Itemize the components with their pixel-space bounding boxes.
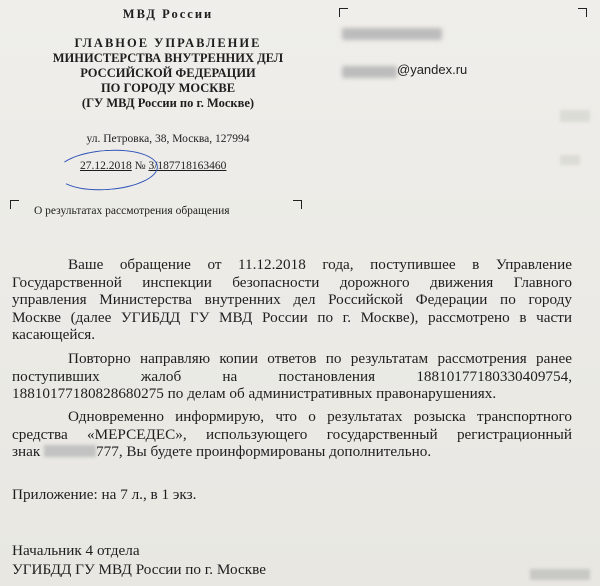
recipient-email-domain: @yandex.ru [397, 62, 468, 77]
redacted-signature-name [530, 569, 590, 580]
corner-bracket-mark [339, 8, 348, 17]
text-line: 18810177180828680275 по делам об административных правонарушениях. [12, 385, 497, 402]
corner-bracket-mark [293, 200, 302, 209]
org-address: ул. Петровка, 38, Москва, 127994 [86, 133, 250, 145]
text-line [12, 443, 572, 461]
redacted-plate-number [44, 445, 96, 457]
plate-prefix: знак [12, 443, 41, 460]
letter-subject: О результатах рассмотрения обращения [34, 205, 230, 217]
text-line: управления Министерства внутренних дел Российской Федерации по городу [12, 291, 572, 308]
org-line: МИНИСТЕРСТВА ВНУТРЕННИХ ДЕЛ [52, 51, 284, 65]
text-line: Москве (далее УГИБДД ГУ МВД России по г. Москве), рассмотрено в части [12, 308, 572, 326]
org-line: ПО ГОРОДУ МОСКВЕ [100, 81, 236, 95]
text-line: касающейся. [12, 326, 95, 343]
registration-number: 3/187718163460 [148, 160, 227, 172]
number-sign: № [134, 160, 146, 172]
paragraph-1 [12, 256, 572, 344]
signatory-department: УГИБДД ГУ МВД России по г. Москве [12, 561, 266, 578]
org-line: РОССИЙСКОЙ ФЕДЕРАЦИИ [80, 66, 256, 80]
text-line: Государственной инспекции безопасности дорожного движения Главного [12, 273, 572, 291]
corner-bracket-mark [578, 8, 587, 17]
org-line: ГЛАВНОЕ УПРАВЛЕНИЕ [74, 36, 262, 50]
redacted-area [560, 155, 580, 165]
text-line: средства «МЕРСЕДЕС», использующего государственный регистрационный [12, 425, 572, 443]
appendix-note: Приложение: на 7 л., в 1 экз. [12, 486, 197, 503]
ministry-name: МВД России [122, 7, 214, 21]
redacted-area [560, 110, 590, 122]
organization-block [18, 36, 318, 111]
paragraph-2 [12, 350, 572, 403]
text-line: Повторно направляю копии ответов по результатам рассмотрения ранее [68, 350, 572, 367]
redacted-recipient-name [342, 28, 442, 40]
corner-bracket-mark [10, 200, 19, 209]
plate-suffix: 777, Вы будете проинформированы дополнительно. [96, 443, 432, 460]
text-line: поступивших жалоб на постановления 18810177180330409754, [12, 367, 572, 385]
signatory-title: Начальник 4 отдела [12, 542, 140, 559]
paragraph-3 [12, 408, 572, 461]
text-line: Одновременно информирую, что о результатах розыска транспортного [68, 408, 572, 425]
redacted-email-user [342, 66, 397, 78]
registration-date: 27.12.2018 [80, 160, 132, 172]
text-line: Ваше обращение от 11.12.2018 года, поступившее в Управление [68, 256, 572, 273]
org-line: (ГУ МВД России по г. Москве) [81, 96, 255, 110]
pen-circle-mark [55, 146, 160, 193]
